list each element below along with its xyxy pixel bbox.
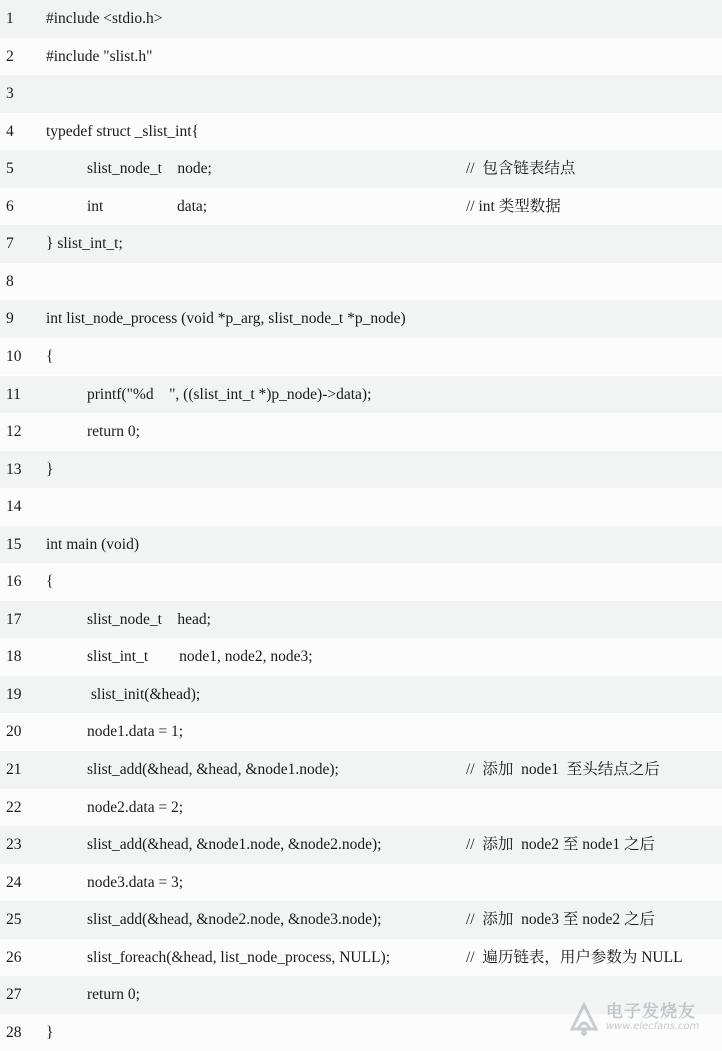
code-line [0,0,722,38]
code-line [0,188,722,226]
code-text: node2.data = 2; [87,798,184,816]
code-line [0,75,722,113]
code-line [0,526,722,564]
code-line [0,826,722,864]
line-number: 21 [6,761,22,778]
line-number: 13 [6,460,22,478]
line-number: 16 [6,573,22,591]
code-text: } [46,460,54,478]
code-line [0,751,722,789]
line-number: 23 [6,836,22,854]
line-number: 26 [6,948,22,966]
elecfans-logo-icon [566,999,602,1039]
code-text: slist_add(&head, &node1.node, &node2.node); [87,836,382,854]
code-line [0,563,722,601]
line-number: 7 [6,235,14,253]
line-number: 2 [6,47,14,65]
code-text: slist_add(&head, &head, &node1.node); [87,761,339,778]
code-line [0,713,722,751]
line-number: 18 [6,648,22,666]
code-line [0,38,722,76]
code-text: int list_node_process (void *p_arg, slist_node_t *p_node) [46,310,406,328]
watermark-url: www.elecfans.com [606,1021,700,1032]
line-number: 8 [6,272,14,290]
line-number: 14 [6,498,22,516]
line-number: 6 [6,197,14,215]
code-text: slist_int_t node1, node2, node3; [87,648,313,666]
line-number: 11 [6,385,21,403]
code-line [0,376,722,414]
code-comment: // 添加 node3 至 node2 之后 [466,911,655,929]
code-text: #include "slist.h" [46,47,153,65]
line-number: 28 [6,1023,22,1041]
code-line [0,676,722,714]
code-text: { [46,347,54,365]
code-comment: // int 类型数据 [466,197,561,215]
code-text: #include <stdio.h> [46,10,163,27]
code-text: int main (void) [46,535,139,553]
code-comment: // 添加 node1 至头结点之后 [466,761,660,778]
code-text: printf("%d ", ((slist_int_t *)p_node)->data); [87,385,372,403]
code-text: slist_init(&head); [87,685,201,703]
code-text: typedef struct _slist_int{ [46,122,199,140]
code-comment: // 遍历链表，用户参数为 NULL [466,948,683,966]
line-number: 3 [6,85,14,103]
code-text: } [46,1023,54,1041]
code-comment: // 包含链表结点 [466,160,576,178]
code-line [0,864,722,902]
code-comment: // 添加 node2 至 node1 之后 [466,836,655,854]
code-line [0,338,722,376]
line-number: 9 [6,310,14,328]
line-number: 10 [6,347,22,365]
line-number: 25 [6,911,22,929]
code-line [0,451,722,489]
line-number: 1 [6,10,14,27]
code-text: } slist_int_t; [46,235,123,253]
watermark [566,995,716,1041]
code-text: int data; [87,197,208,215]
code-line [0,601,722,639]
line-number: 17 [6,610,22,628]
code-line [0,413,722,451]
code-line [0,150,722,188]
code-text: node1.data = 1; [87,723,184,741]
code-line [0,300,722,338]
code-text: slist_node_t head; [87,610,211,628]
code-line [0,901,722,939]
line-number: 12 [6,423,22,441]
line-number: 4 [6,122,14,140]
line-number: 20 [6,723,22,741]
line-number: 22 [6,798,22,816]
watermark-title: 电子发烧友 [606,1002,696,1022]
code-line [0,789,722,827]
code-line [0,113,722,151]
code-text: node3.data = 3; [87,873,184,891]
line-number: 15 [6,535,22,553]
line-number: 19 [6,685,22,703]
code-line [0,939,722,977]
code-line [0,263,722,301]
line-number: 24 [6,873,22,891]
code-text: return 0; [87,986,140,1004]
code-text: slist_node_t node; [87,160,212,178]
code-text: slist_foreach(&head, list_node_process, NULL); [87,948,391,966]
line-number: 5 [6,160,14,178]
code-line [0,488,722,526]
code-text: { [46,573,54,591]
code-text: return 0; [87,423,140,441]
line-number: 27 [6,986,22,1004]
code-text: slist_add(&head, &node2.node, &node3.node); [87,911,382,929]
code-line [0,225,722,263]
code-line [0,638,722,676]
